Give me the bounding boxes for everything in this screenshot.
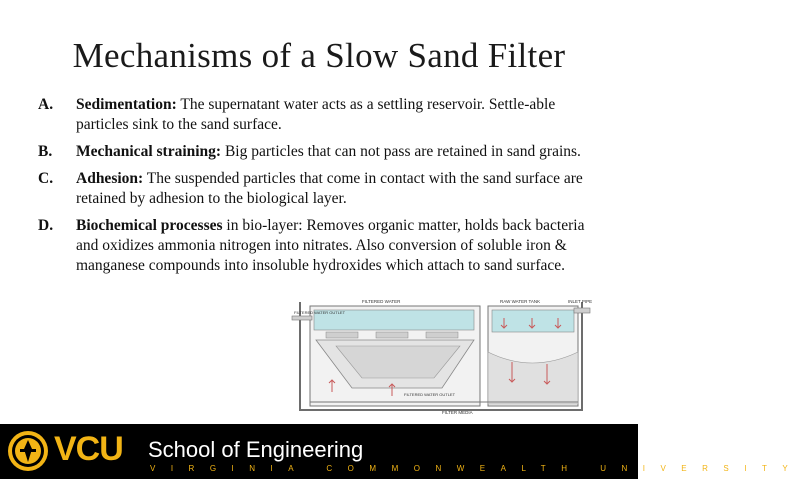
- raw-water-tank-label: RAW WATER TANK: [500, 299, 541, 304]
- underdrain-block: [426, 332, 458, 338]
- item-text: The supernatant water acts as a settling reservoir. Settle-able particles sink to the sand surface.: [76, 96, 556, 133]
- inlet-pipe-label: INLET PIPE: [568, 299, 593, 304]
- university-seal-icon: [6, 429, 50, 473]
- item-term: Biochemical processes: [76, 217, 223, 234]
- university-name: VIRGINIA COMMONWEALTH UNIVERSITY: [150, 464, 803, 473]
- filtered-water-outlet-label-2: FILTERED WATER OUTLET: [404, 392, 456, 397]
- footer-bar: [0, 424, 803, 479]
- slide-title: Mechanisms of a Slow Sand Filter: [72, 36, 566, 75]
- vcu-logo: VCU: [54, 430, 123, 468]
- item-letter: D.: [38, 217, 54, 234]
- item-text: Big particles that can not pass are retained in sand grains.: [221, 143, 581, 160]
- item-letter: B.: [38, 143, 53, 160]
- item-text: in bio-layer: Removes organic matter, holds back bacteria and oxidizes ammonia nitrogen into nitrates. Also conversion of soluble iron & manganese compounds into insoluble hydroxides which attach to sand surface.: [76, 217, 585, 274]
- slow-sand-filter-diagram: [292, 292, 610, 422]
- filtered-water-label: FILTERED WATER: [362, 299, 401, 304]
- list-item-adhesion: [38, 169, 598, 209]
- list-item-biochemical-processes: [38, 216, 598, 276]
- underdrain-block: [376, 332, 408, 338]
- school-name: School of Engineering: [148, 437, 364, 462]
- list-item-sedimentation: [38, 95, 598, 135]
- filtered-water-outlet-label: FILTERED WATER OUTLET: [294, 310, 346, 315]
- outlet-pipe: [292, 316, 312, 320]
- list-item-mechanical-straining: [38, 142, 598, 162]
- item-term: Mechanical straining:: [76, 143, 222, 160]
- item-text: The suspended particles that come in contact with the sand surface are retained by adhesion to the biological layer.: [76, 170, 583, 207]
- filter-media-label: FILTER MEDIA: [442, 410, 473, 415]
- item-letter: C.: [38, 170, 54, 187]
- item-term: Sedimentation:: [76, 96, 177, 113]
- item-letter: A.: [38, 96, 54, 113]
- item-term: Adhesion:: [76, 170, 144, 187]
- inlet-pipe: [574, 308, 590, 313]
- mechanism-list: [38, 95, 598, 283]
- underdrain-block: [326, 332, 358, 338]
